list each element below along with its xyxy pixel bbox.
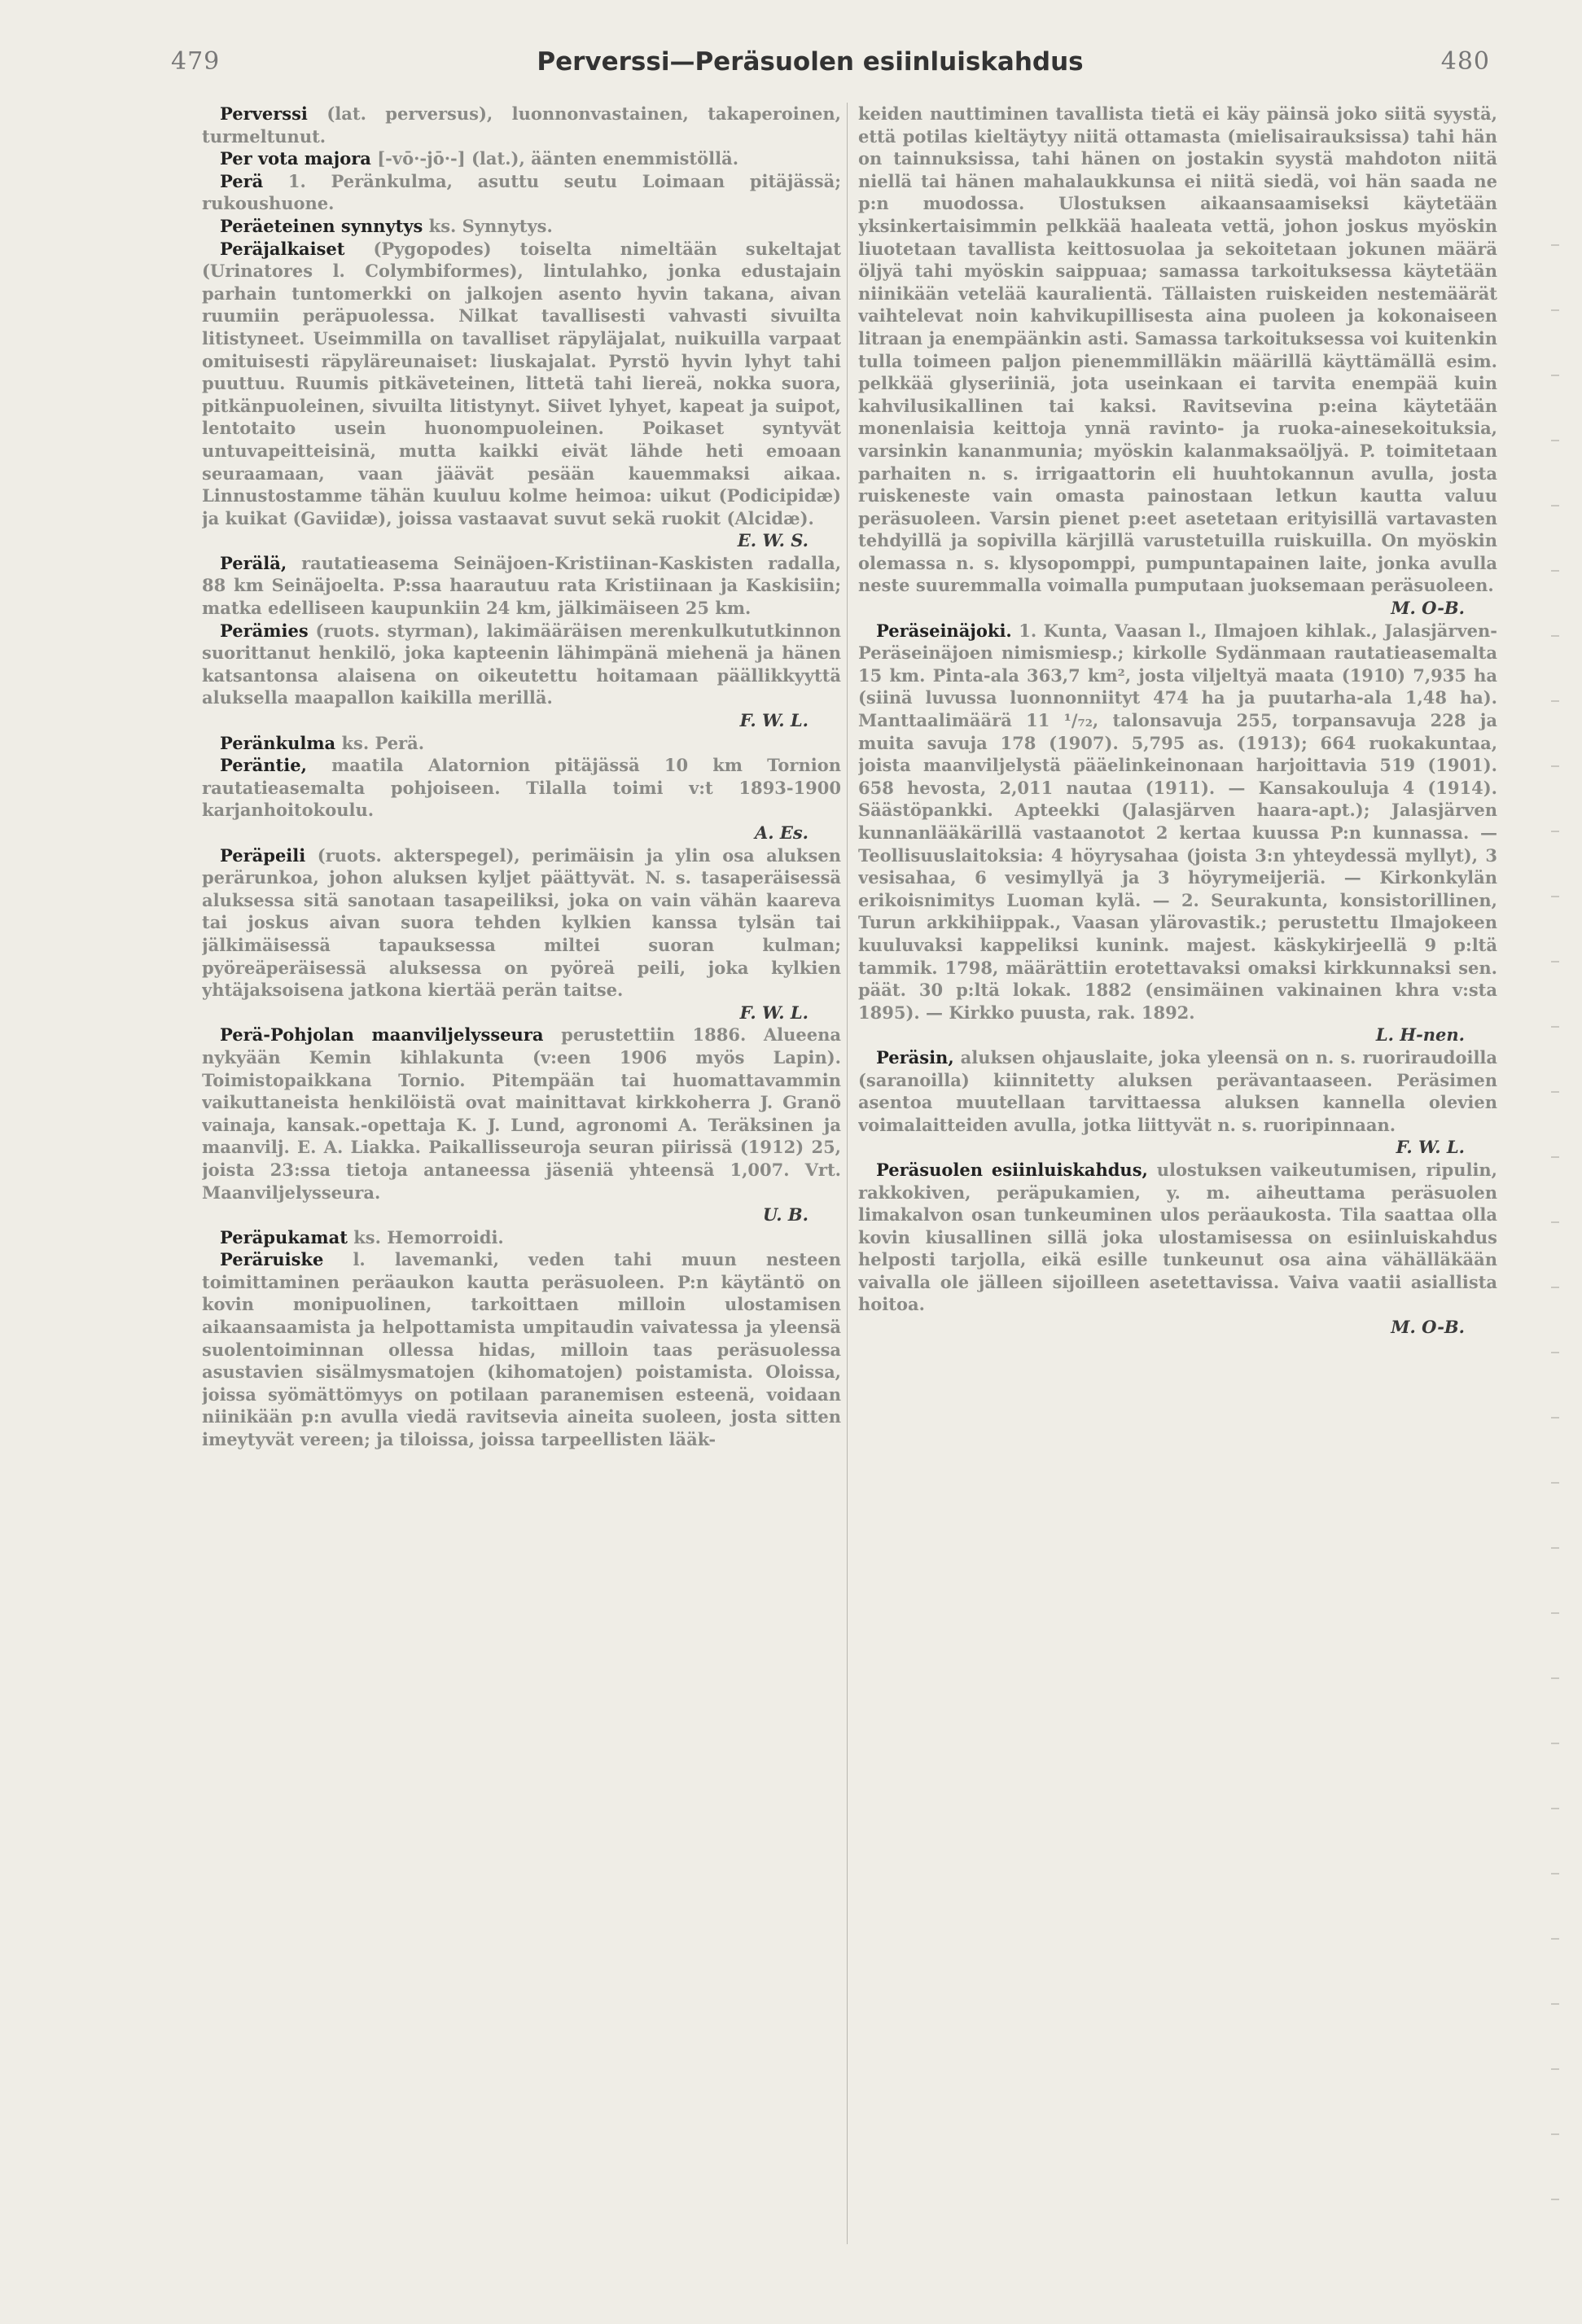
- entry-headword: Peräeteinen synnytys: [220, 215, 423, 236]
- entry-headword: Perälä,: [220, 552, 287, 573]
- dictionary-entry: [202, 170, 841, 215]
- entry-signature: M. O-B.: [1391, 1317, 1465, 1338]
- dictionary-entry: [858, 620, 1497, 1046]
- dictionary-entry: [858, 1159, 1497, 1339]
- dictionary-entry: [202, 844, 841, 1024]
- dictionary-entry: [202, 238, 841, 552]
- entry-headword: Peräruiske: [220, 1249, 324, 1270]
- entry-signature: M. O-B.: [1391, 598, 1465, 619]
- entry-signature: U. B.: [762, 1204, 809, 1226]
- entry-text: (lat. perversus), luonnonvastainen, takaperoinen, turmeltunut.: [202, 103, 841, 147]
- entry-signature: F. W. L.: [739, 710, 809, 731]
- dictionary-entry: [202, 552, 841, 620]
- entry-signature: F. W. L.: [739, 1002, 809, 1023]
- entry-text: keiden nauttiminen tavallista tietä ei käy päinsä joko siitä syystä, että potilas kieltäytyy niitä ottamasta (mielisairauksissa) tahi hän on tainnuksissa, tahi hänen on jostakin syystä mahdoton niitä niellä tai hänen mahalaukkunsa ei niitä siedä, voi hän saada ne p:n muodossa. Ulostuksen aikaansaamiseksi käytetään yksinkertaisimmin pelkkää haaleata vettä, johon joskus myöskin liuotetaan tavallista keittosuolaa ja sekoitetaan jokunen määrä öljyä tahi myöskin saippuaa; samassa tarkoituksessa käytetään niinikään vetelää kauralientä. Tällaisten ruiskeiden nestemäärät vaihtelevat noin kahvikupillisesta aina puoleen ja kokonaiseen litraan ja enempäänkin asti. Samassa tarkoituksessa voi kuitenkin tulla toimeen paljon pienemmilläkin määrillä käyttämällä esim. pelkkää glyseriiniä, jota useinkaan ei tarvita enempää kuin kahvilusikallinen tai kaksi. Ravitsevina p:eina käytetään monenlaisia keittoja ynnä ravinto- ja ruoka-ainesekoituksia, varsinkin kananmunia; myöskin kalanmaksaöljyä. P. toimitetaan parhaiten n. s. irrigaattorin eli huuhtokannun avulla, josta ruiskeneste vain omasta painostaan letkun kautta valuu peräsuoleen. Varsin pienet p:eet asetetaan erityisillä vartavasten tehdyillä ja sopivilla kärjillä varustetuilla ruiskuilla. On myöskin olemassa n. s. klysopomppi, pumpuntapainen laite, jonka avulla neste suuremmalla voimalla pumputaan juoksemaan peräsuoleen.: [858, 103, 1497, 596]
- entry-text: (Pygopodes) toiselta nimeltään sukeltajat (Urinatores l. Colymbiformes), lintulahko, jonka edustajain parhain tuntomerkki on jalkojen asento hyvin takana, aivan ruumiin peräpuolessa. Nilkat tavallisesti vahvasti sivuilta litistyneet. Useimmilla on tavalliset räpyläjalat, nuikuilla varpaat omituisesti räpyläreunaiset: liuskajalat. Pyrstö hyvin lyhyt tahi puuttuu. Ruumis pitkäveteinen, littetä tahi liereä, nokka suora, pitkänpuoleinen, sivuilta litistynyt. Siivet lyhyet, kapeat ja suipot, lentotaito usein huonompuoleinen. Poikaset syntyvät untuvapeitteisinä, mutta kaikki eivät lähde heti emoaan seuraamaan, vaan jäävät pesään kauemmaksi aikaa. Linnustostamme tähän kuuluu kolme heimoa: uikut (Podicipidæ) ja kuikat (Gaviidæ), joissa vastaavat suvut sekä ruokit (Alcidæ).: [202, 238, 841, 528]
- page-number-left: 479: [171, 47, 221, 76]
- entry-signature: A. Es.: [754, 822, 809, 843]
- dictionary-entry: [858, 103, 1497, 620]
- dictionary-entry: [202, 147, 841, 170]
- entry-headword: Perä: [220, 170, 264, 191]
- entry-text: maatila Alatornion pitäjässä 10 km Tornion rautatieasemalta pohjoiseen. Tilalla toimi v:t 1893-1900 karjanhoitokoulu.: [202, 755, 841, 821]
- dictionary-entry: [202, 1226, 841, 1249]
- entry-text: 1. Peränkulma, asuttu seutu Loimaan pitäjässä; rukoushuone.: [202, 170, 841, 214]
- entry-signature: L. H-nen.: [1375, 1024, 1465, 1046]
- entry-text: ks. Perä.: [341, 732, 425, 753]
- page-header: [122, 47, 1498, 80]
- entry-headword: Peräpeili: [220, 844, 306, 866]
- entry-headword: Peräsuolen esiinluiskahdus,: [876, 1159, 1148, 1180]
- entry-text: ks. Synnytys.: [428, 215, 553, 236]
- entry-headword: Perämies: [220, 620, 309, 641]
- entry-text: ks. Hemorroidi.: [353, 1226, 504, 1248]
- left-column: [202, 103, 841, 2252]
- entry-text: [-vō·-jō·-] (lat.), äänten enemmistöllä.: [377, 148, 739, 169]
- entry-signature: F. W. L.: [1396, 1137, 1465, 1158]
- entry-headword: Perä-Pohjolan maanviljelysseura: [220, 1024, 544, 1046]
- entry-text: (ruots. styrman), lakimääräisen merenkulkututkinnon suorittanut henkilö, joka kapteenin lähimpänä miehenä ja hänen katsantonsa alaisena on oikeutettu hoitamaan päällikkyyttä aluksella maapallon kaikilla merillä.: [202, 620, 841, 708]
- entry-headword: Peränkulma: [220, 732, 336, 753]
- dictionary-entry: [202, 732, 841, 755]
- dictionary-entry: [202, 754, 841, 844]
- entry-text: rautatieasema Seinäjoen-Kristiinan-Kaskisten radalla, 88 km Seinäjoelta. P:ssa haarautuu rata Kristiinaan ja Kaskisiin; matka edelliseen kaupunkiin 24 km, jälkimäiseen 25 km.: [202, 552, 841, 619]
- dictionary-entry: [202, 1248, 841, 1450]
- entry-headword: Peräpukamat: [220, 1226, 348, 1248]
- entry-headword: Peräsin,: [876, 1046, 954, 1068]
- running-title: Perverssi—Peräsuolen esiinluiskahdus: [537, 47, 1084, 77]
- entry-text: l. lavemanki, veden tahi muun nesteen toimittaminen peräaukon kautta peräsuoleen. P:n käytäntö on kovin monipuolinen, tarkoittaen milloin ulostamisen aikaansaamista ja helpottamista umpitaudin vaivatessa ja yleensä suolentoiminnan ollessa hidas, milloin taas peräsuolessa asustavien sisälmysmatojen (kihomatojen) poistamista. Oloissa, joissa syömättömyys on potilaan paranemisen esteenä, voidaan niinikään p:n avulla viedä ravitsevia aineita suoleen, josta sitten imeytyvät vereen; ja tiloissa, joissa tarpeellisten lääk-: [202, 1249, 841, 1450]
- entry-text: (ruots. akterspegel), perimäisin ja ylin osa aluksen perärunkoa, johon aluksen kyljet päättyvät. N. s. tasaperäisessä aluksessa sitä sanotaan tasapeiliksi, joka on vain vähän kaareva tai joskus aivan suora tehden kylkien kanssa tylsän tai jälkimäisessä tapauksessa miltei suoran kulman; pyöreäperäisessä aluksessa on pyöreä peili, joka kylkien yhtäjaksoisena jatkona kiertää perän taitse.: [202, 844, 841, 1001]
- entry-text: 1. Kunta, Vaasan l., Ilmajoen kihlak., Jalasjärven-Peräseinäjoen nimismiesp.; kirkolle Sydänmaan rautatieasemalta 15 km. Pinta-ala 363,7 km², josta viljeltyä maata (1910) 7,935 ha (siinä luvussa luonnonniityt 474 ha ja puutarha-ala 1,48 ha). Manttaalimäärä 11 ¹/₇₂, talonsavuja 255, torpansavuja 228 ja muita savuja 178 (1907). 5,795 as. (1913); 664 ruokakuntaa, joista maanviljelystä pääelinkeinonaan harjoittavia 519 (1901). 658 hevosta, 2,011 nautaa (1911). — Kansakouluja 4 (1914). Säästöpankki. Apteekki (Jalasjärven haara-apt.); Jalasjärven kunnanlääkärillä vastaanotot 2 kertaa kuussa P:n kunnassa. — Teollisuuslaitoksia: 4 höyrysahaa (joista 3:n yhteydessä myllyt), 3 vesisahaa, 6 vesimyllyä ja 3 höyrymeijeriä. — Kirkonkylän erikoisnimitys Luoman kylä. — 2. Seurakunta, konsistorillinen, Turun arkkihiippak., Vaasan ylärovastik.; perustettu Ilmajokeen kuuluvaksi kappeliksi kunink. majest. käskykirjeellä 9 p:ltä tammik. 1798, määrättiin erotettavaksi omaksi kirkkunnaksi sen. päät. 30 p:ltä lokak. 1882 (ensimäinen vakinainen khra v:sta 1895). — Kirkko puusta, rak. 1892.: [858, 620, 1497, 1023]
- dictionary-entry: [202, 620, 841, 732]
- entry-headword: Peräjalkaiset: [220, 238, 345, 259]
- entry-signature: E. W. S.: [737, 530, 809, 551]
- entry-text: perustettiin 1886. Alueena nykyään Kemin kihlakunta (v:een 1906 myös Lapin). Toimistopaikkana Tornio. Pitempään tai huomattavammin vaikuttaneista henkilöistä ovat mainittavat kirkkoherra J. Granö vainaja, kansak.-opettaja K. J. Lund, agronomi A. Teräksinen ja maanvilj. E. A. Liakka. Paikallisseuroja seuran piirissä (1912) 25, joista 23:ssa tietoja antaneessa jäseniä yhteensä 1,007. Vrt. Maanviljelysseura.: [202, 1024, 841, 1203]
- dictionary-entry: [858, 1046, 1497, 1159]
- dictionary-entry: [202, 1024, 841, 1226]
- dictionary-entry: [202, 103, 841, 147]
- entry-headword: Peräseinäjoki.: [876, 620, 1012, 641]
- entry-headword: Per vota majora: [220, 148, 371, 169]
- entry-text: ulostuksen vaikeutumisen, ripulin, rakkokiven, peräpukamien, y. m. aiheuttama peräsuolen limakalvon osan tunkeuminen ulos peräaukosta. Tila saattaa olla kovin kiusallinen sillä joka ulostamisessa on esiinluiskahdus helposti tarjolla, eikä esille tunkeunut osa aina vähälläkään vaivalla ole jälleen sijoilleen asetettavissa. Vaiva vaatii asiallista hoitoa.: [858, 1159, 1497, 1315]
- column-divider: [847, 103, 848, 2244]
- dictionary-entry: [202, 215, 841, 238]
- entry-headword: Peräntie,: [220, 755, 307, 776]
- entry-headword: Perverssi: [220, 103, 308, 124]
- page-edge-marks: [1551, 244, 1559, 2239]
- entry-text: aluksen ohjauslaite, joka yleensä on n. s. ruoriraudoilla (saranoilla) kiinnitetty aluksen perävantaaseen. Peräsimen asentoa muutellaan tarvittaessa aluksen kannella olevien voimalaitteiden avulla, jotka liittyvät n. s. ruoripinnaan.: [858, 1046, 1497, 1135]
- right-column: [858, 103, 1497, 2252]
- page-number-right: 480: [1440, 47, 1490, 76]
